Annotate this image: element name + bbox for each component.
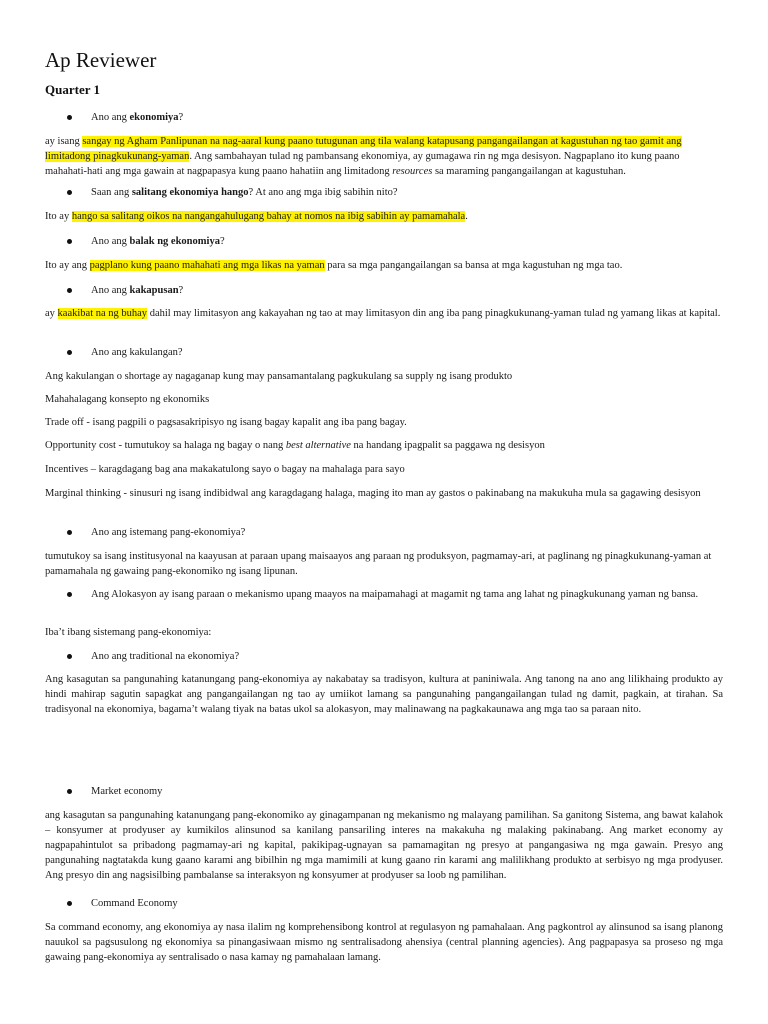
systems-heading: Iba’t ibang sistemang pang-ekonomiya: bbox=[45, 627, 212, 638]
question-kakapusan: Ano ang kakapusan? bbox=[91, 283, 723, 298]
concepts-heading: Mahahalagang konsepto ng ekonomiks bbox=[45, 394, 210, 405]
document-title: Ap Reviewer bbox=[45, 48, 157, 72]
bullet-market-economy: Market economy bbox=[91, 784, 723, 799]
bullet-icon bbox=[67, 288, 72, 293]
quarter-heading: Quarter 1 bbox=[45, 82, 100, 97]
answer-command-economy: Sa command economy, ang ekonomiya ay nasa ilalim ng komprehensibong kontrol at regulasyon ng pamahalaan. Ang pagkontrol ay alinsunod sa isang planong nauukol sa pagsusulong ng ekonomiya sa pinangasiwaan mismo ng sentralisadong ahensiya (central planning agencies). Ang pagpapasya sa proseso ng mga gawaing pang-ekonomiya ay sentralisado o nasa kamay ng pamahalaan lamang. bbox=[45, 922, 723, 963]
concept-trade-off: Trade off - isang pagpili o pagsasakripisyo ng isang bagay kapalit ang iba pang bagay. bbox=[45, 417, 407, 428]
bullet-command-economy: Command Economy bbox=[91, 896, 723, 911]
answer-market-economy: ang kasagutan sa pangunahing katanungang pang-ekonomiko ay ginagampanan ng mekanismo ng malayang pamilihan. Sa ganitong Sistema, ang bawat kalahok – konsyumer at prodyuser ay kumikilos alinsunod sa kanilang pansariling interes na makakuha ng malaking pakinabang. Ang market economy ay nagpapahintulot sa pribadong pagmamay-ari ng kapital, pakikipag-ugnayan sa pamamagitan ng presyo at pangangasiwa ng mga gawain. Presyo ang pangunahing nagtatakda kung gaano karami ang bibilhin ng mga mamimili at kung gaano rin karami ang malilikhang produkto at serbisyo ng mga prodyuser. Ang presyo din ang nagsisilbing pambalanse sa interaksyon ng konsyumer at prodyuser sa loob ng pamilihan. bbox=[45, 810, 723, 881]
highlighted-text: hango sa salitang oikos na nangangahulugang bahay at nomos na ibig sabihin ay pamamahala bbox=[71, 211, 466, 222]
question-balak-ekonomiya: Ano ang balak ng ekonomiya? bbox=[91, 234, 723, 249]
concept-marginal-thinking: Marginal thinking - sinusuri ng isang indibidwal ang karagdagang halaga, maging ito man ay gastos o pakinabang na makukuha mula sa gagawing desisyon bbox=[45, 488, 701, 499]
answer-ekonomiya: ay isang sangay ng Agham Panlipunan na nag-aaral kung paano tutugunan ang tila walang katapusang pangangailangan at kagustuhan ng tao gamit ang limitadong pinagkukunang-yaman. Ang sambahayan tulad ng pambansang ekonomiya, ay gumagawa rin ng mga desisyon. Nagpaplano ito kung paano mahahati-hati ang mga gawain at nagpapasya kung paano hahatiin ang limitadong resources sa maraming pangangailangan at kagustuhan. bbox=[45, 136, 682, 177]
bullet-icon bbox=[67, 901, 72, 906]
concept-opportunity-cost: Opportunity cost - tumutukoy sa halaga ng bagay o nang best alternative na handang ipagpalit sa paggawa ng desisyon bbox=[45, 440, 545, 451]
question-ekonomiya: Ano ang ekonomiya? bbox=[91, 110, 723, 125]
question-traditional-economy: Ano ang traditional na ekonomiya? bbox=[91, 649, 723, 664]
highlighted-text: pagplano kung paano mahahati ang mga likas na yaman bbox=[89, 260, 325, 271]
bullet-icon bbox=[67, 789, 72, 794]
question-sistemang-pang-ekonomiya: Ano ang istemang pang-ekonomiya? bbox=[91, 525, 723, 540]
highlighted-text: sangay ng Agham Panlipunan na nag-aaral kung paano tutugunan ang tila walang katapusang pangangailangan at kagustuhan ng tao gamit ang limitadong pinagkukunang-yaman bbox=[45, 136, 682, 162]
answer-kakulangan: Ang kakulangan o shortage ay nagaganap kung may pansamantalang pagkukulang sa supply ng isang produkto bbox=[45, 371, 513, 382]
answer-traditional-economy: Ang kasagutan sa pangunahing katanungang pang-ekonomiya ay nakabatay sa tradisyon, kultura at paniniwala. Ang tanong na ano ang lilikhaing produkto ay hindi mahirap sagutin sapagkat ang pangangailangan ng tao ay umiikot lamang sa pangunahing pangangailangan tulad ng damit, pagkain, at tirahan. Sa tradisyonal na ekonomiya, bagama’t walang tiyak na batas ukol sa alokasyon, may malinawang na pagkakaunawa ang mga tao sa paraan nito. bbox=[45, 674, 723, 715]
answer-sistemang-pang-ekonomiya: tumutukoy sa isang institusyonal na kaayusan at paraan upang maisaayos ang paraan ng produksyon, pagmamay-ari, at paglinang ng pinagkukunang-yaman at pamamahala ng gawaing pang-ekonomiko ng isang lipunan. bbox=[45, 551, 712, 577]
bullet-icon bbox=[67, 239, 72, 244]
bullet-icon bbox=[67, 530, 72, 535]
question-salitang-hango: Saan ang salitang ekonomiya hango? At ano ang mga ibig sabihin nito? bbox=[91, 185, 723, 200]
question-kakulangan: Ano ang kakulangan? bbox=[91, 345, 723, 360]
answer-balak-ekonomiya: Ito ay ang pagplano kung paano mahahati ang mga likas na yaman para sa mga pangangailangan sa bansa at mga kagustuhan ng mga tao. bbox=[45, 260, 623, 271]
bullet-icon bbox=[67, 654, 72, 659]
bullet-icon bbox=[67, 115, 72, 120]
highlighted-text: kaakibat na ng buhay bbox=[57, 308, 148, 319]
bullet-alokasyon: Ang Alokasyon ay isang paraan o mekanismo upang maayos na maipamahagi at magamit ng tama ang lahat ng pinagkukunang yaman ng bansa. bbox=[91, 587, 723, 602]
concept-incentives: Incentives – karagdagang bag ana makakatulong sayo o bagay na mahalaga para sayo bbox=[45, 464, 405, 475]
bullet-icon bbox=[67, 592, 72, 597]
bullet-icon bbox=[67, 190, 72, 195]
answer-salitang-hango: Ito ay hango sa salitang oikos na nangangahulugang bahay at nomos na ibig sabihin ay pamamahala. bbox=[45, 211, 468, 222]
bullet-icon bbox=[67, 350, 72, 355]
answer-kakapusan: ay kaakibat na ng buhay dahil may limitasyon ang kakayahan ng tao at may limitasyon din ang iba pang pinagkukunang-yaman tulad ng yamang likas at kapital. bbox=[45, 308, 721, 319]
